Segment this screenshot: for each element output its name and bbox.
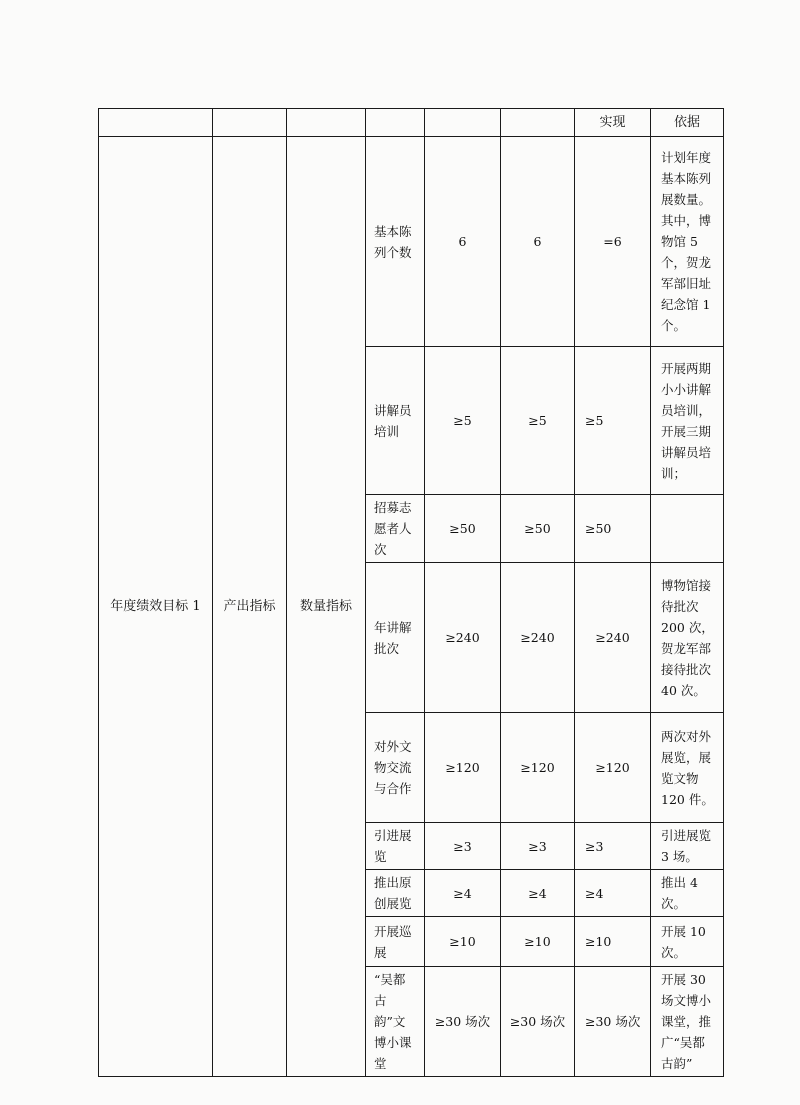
actual-value: ≥240 [575,563,651,713]
actual-value: ≥3 [575,823,651,870]
indicator-name: 推出原创展览 [366,870,425,917]
actual-value: ≥4 [575,870,651,917]
header-basis: 依据 [651,109,724,137]
plan-value: ≥30 场次 [501,967,575,1077]
basis-text: 推出 4 次。 [651,870,724,917]
quantity-indicator-label: 数量指标 [287,137,366,1077]
indicator-name: 年讲解批次 [366,563,425,713]
header-cell-3 [287,109,366,137]
indicator-name: 引进展览 [366,823,425,870]
basis-text: 引进展览 3 场。 [651,823,724,870]
table-row [99,137,724,347]
target-value: ≥10 [425,917,501,967]
target-value: ≥240 [425,563,501,713]
basis-text: 两次对外展览，展览文物 120 件。 [651,713,724,823]
header-cell-4 [366,109,425,137]
indicator-name: 开展巡展 [366,917,425,967]
target-value: 6 [425,137,501,347]
indicator-name: 讲解员培训 [366,347,425,495]
target-value: ≥30 场次 [425,967,501,1077]
header-cell-2 [213,109,287,137]
plan-value: 6 [501,137,575,347]
actual-value: ≥50 [575,495,651,563]
basis-text: 开展两期小小讲解员培训，开展三期讲解员培训； [651,347,724,495]
indicator-name: 对外文物交流与合作 [366,713,425,823]
basis-text: 开展 30 场文博小课堂，推广“吴都古韵” [651,967,724,1077]
target-value: ≥4 [425,870,501,917]
indicator-name: 基本陈列个数 [366,137,425,347]
plan-value: ≥5 [501,347,575,495]
basis-text: 博物馆接待批次 200 次，贺龙军部接待批次 40 次。 [651,563,724,713]
output-indicator-label: 产出指标 [213,137,287,1077]
basis-text: 计划年度基本陈列展数量。其中，博物馆 5 个，贺龙军部旧址纪念馆 1 个。 [651,137,724,347]
actual-value: ≥5 [575,347,651,495]
actual-value: ≥10 [575,917,651,967]
plan-value: ≥3 [501,823,575,870]
plan-value: ≥120 [501,713,575,823]
indicator-name: 招募志愿者人次 [366,495,425,563]
basis-text [651,495,724,563]
annual-goal-label: 年度绩效目标 1 [99,137,213,1077]
actual-value: ≥120 [575,713,651,823]
plan-value: ≥10 [501,917,575,967]
target-value: ≥3 [425,823,501,870]
plan-value: ≥240 [501,563,575,713]
header-cell-1 [99,109,213,137]
target-value: ≥5 [425,347,501,495]
plan-value: ≥4 [501,870,575,917]
actual-value: =6 [575,137,651,347]
actual-value: ≥30 场次 [575,967,651,1077]
basis-text: 开展 10 次。 [651,917,724,967]
indicator-name: “吴都古韵”文博小课堂 [366,967,425,1077]
plan-value: ≥50 [501,495,575,563]
target-value: ≥120 [425,713,501,823]
header-row [99,109,724,137]
performance-indicator-table [98,108,724,1077]
target-value: ≥50 [425,495,501,563]
header-cell-6 [501,109,575,137]
header-cell-5 [425,109,501,137]
header-actual: 实现 [575,109,651,137]
